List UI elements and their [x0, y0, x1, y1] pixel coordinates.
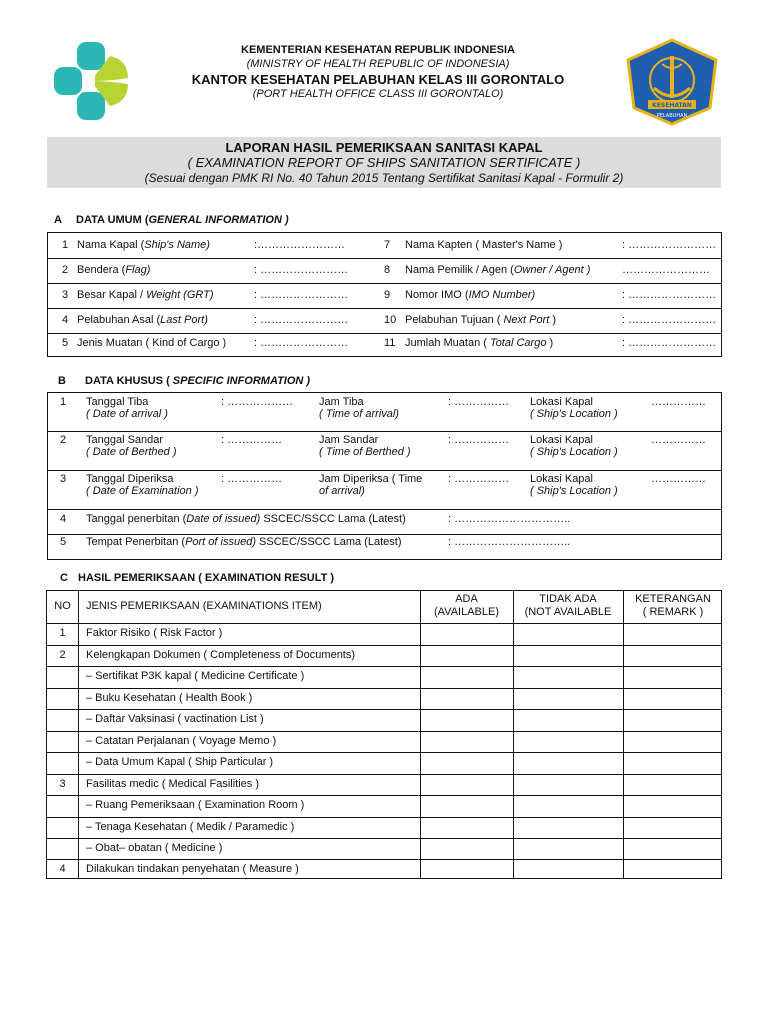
- row-divider: [47, 838, 721, 839]
- row-divider: [48, 509, 721, 510]
- field-value-placeholder[interactable]: : …………………………..: [448, 536, 571, 548]
- field-value-placeholder[interactable]: : ……………: [448, 473, 510, 485]
- row-number: 9: [384, 289, 391, 301]
- field-value-placeholder[interactable]: :……………………: [254, 239, 346, 251]
- row-number: 10: [384, 314, 397, 326]
- field-label: Jenis Muatan ( Kind of Cargo ): [77, 337, 227, 349]
- row-number: 4: [60, 513, 67, 525]
- field-label: Bendera (Flag): [77, 264, 151, 276]
- row-divider: [47, 817, 721, 818]
- field-label-en: ( Time of Berthed ): [319, 446, 411, 458]
- field-label: Tanggal penerbitan (Date of issued) SSCEC/SSCC Lama (Latest): [86, 513, 406, 525]
- table-row-item: – Sertifikat P3K kapal ( Medicine Certificate ): [86, 670, 305, 682]
- field-value-placeholder[interactable]: : ……………………: [622, 239, 717, 251]
- row-number: 4: [62, 314, 69, 326]
- column-divider: [513, 591, 514, 878]
- ministry-name: KEMENTERIAN KESEHATAN REPUBLIK INDONESIA: [241, 44, 515, 56]
- field-label: Jam Tiba: [319, 396, 364, 408]
- field-value-placeholder[interactable]: : ……………: [221, 434, 283, 446]
- row-divider: [48, 283, 721, 284]
- row-divider: [48, 534, 721, 535]
- column-divider: [420, 591, 421, 878]
- row-divider: [47, 645, 721, 646]
- row-number: 1: [62, 239, 69, 251]
- table-row-item: – Buku Kesehatan ( Health Book ): [86, 692, 253, 704]
- field-label-en: ( Time of arrival): [319, 408, 399, 420]
- emblem-text-bottom: PELABUHAN: [656, 113, 688, 119]
- table-row-number: 4: [59, 863, 66, 875]
- field-label-en: ( Ship's Location ): [530, 485, 618, 497]
- field-value-placeholder[interactable]: ……………: [651, 396, 706, 408]
- field-label: Tanggal Sandar: [86, 434, 164, 446]
- field-label-en: of arrival): [319, 485, 365, 497]
- section-a-letter: A: [54, 214, 62, 226]
- table-row-item: Dilakukan tindakan penyehatan ( Measure ): [86, 863, 299, 875]
- field-value-placeholder[interactable]: : ……………………: [254, 337, 349, 349]
- row-divider: [47, 752, 721, 753]
- field-value-placeholder[interactable]: : ……………………: [254, 289, 349, 301]
- row-divider: [47, 795, 721, 796]
- port-health-emblem-icon: [624, 38, 720, 126]
- row-divider: [47, 666, 721, 667]
- field-value-placeholder[interactable]: : ……………: [448, 396, 510, 408]
- field-label: Nama Kapal (Ship's Name): [77, 239, 210, 251]
- report-title: LAPORAN HASIL PEMERIKSAAN SANITASI KAPAL: [225, 140, 543, 155]
- table-row-item: – Catatan Perjalanan ( Voyage Memo ): [86, 735, 277, 747]
- table-row-number: 1: [59, 627, 66, 639]
- column-header-remark-en: ( REMARK ): [642, 606, 704, 618]
- row-number: 1: [60, 396, 67, 408]
- field-value-placeholder[interactable]: : ……………: [448, 434, 510, 446]
- field-label: Tempat Penerbitan (Port of issued) SSCEC/SSCC Lama (Latest): [86, 536, 402, 548]
- emblem-text-top: KESEHATAN: [652, 102, 692, 109]
- field-value-placeholder[interactable]: : ……………………: [622, 314, 717, 326]
- row-divider: [48, 333, 721, 334]
- row-divider: [47, 709, 721, 710]
- report-title-box: [47, 137, 721, 188]
- field-value-placeholder[interactable]: : ……………………: [254, 264, 349, 276]
- office-name: KANTOR KESEHATAN PELABUHAN KELAS III GORONTALO: [191, 72, 565, 87]
- row-number: 5: [62, 337, 69, 349]
- row-number: 2: [60, 434, 67, 446]
- field-label: Nama Pemilik / Agen (Owner / Agent ): [405, 264, 591, 276]
- section-a-title: DATA UMUM (GENERAL INFORMATION ): [76, 214, 289, 226]
- field-value-placeholder[interactable]: ……………: [651, 473, 706, 485]
- row-divider: [48, 258, 721, 259]
- field-label: Nama Kapten ( Master's Name ): [405, 239, 563, 251]
- field-value-placeholder[interactable]: : ……………………: [622, 337, 717, 349]
- column-divider: [623, 591, 624, 878]
- table-row-item: – Ruang Pemeriksaan ( Examination Room ): [86, 799, 305, 811]
- row-divider: [47, 859, 721, 860]
- row-divider: [47, 731, 721, 732]
- general-info-table: [47, 232, 722, 357]
- table-row-item: Faktor Risiko ( Risk Factor ): [86, 627, 223, 639]
- row-number: 2: [62, 264, 69, 276]
- office-name-en: (PORT HEALTH OFFICE CLASS III GORONTALO): [252, 88, 504, 100]
- examination-result-table: [46, 590, 722, 879]
- table-row-item: – Tenaga Kesehatan ( Medik / Paramedic ): [86, 821, 295, 833]
- field-label: Nomor IMO (IMO Number): [405, 289, 536, 301]
- field-label-en: ( Ship's Location ): [530, 446, 618, 458]
- field-label: Tanggal Diperiksa: [86, 473, 174, 485]
- kemenkes-logo-icon: [50, 40, 132, 122]
- field-label: Jam Diperiksa ( Time: [319, 473, 423, 485]
- row-number: 8: [384, 264, 391, 276]
- column-header-remark: KETERANGAN: [635, 593, 711, 605]
- column-header-item: JENIS PEMERIKSAAN (EXAMINATIONS ITEM): [86, 600, 322, 612]
- specific-info-table: [47, 392, 722, 560]
- field-label: Pelabuhan Asal (Last Port): [77, 314, 208, 326]
- column-divider: [78, 591, 79, 878]
- column-header-available-en: (AVAILABLE): [433, 606, 499, 618]
- section-b-title: DATA KHUSUS ( SPECIFIC INFORMATION ): [85, 375, 311, 387]
- field-label-en: ( Date of Examination ): [86, 485, 199, 497]
- table-row-number: 3: [59, 778, 66, 790]
- table-row-number: 2: [59, 649, 66, 661]
- row-divider: [48, 308, 721, 309]
- field-label-en: ( Ship's Location ): [530, 408, 618, 420]
- row-number: 3: [62, 289, 69, 301]
- field-label: Jumlah Muatan ( Total Cargo ): [405, 337, 554, 349]
- field-value-placeholder[interactable]: : ……………………: [622, 289, 717, 301]
- section-b-letter: B: [58, 375, 66, 387]
- column-header-available: ADA: [455, 593, 478, 605]
- row-divider: [48, 431, 721, 432]
- row-divider: [47, 774, 721, 775]
- report-reference: (Sesuai dengan PMK RI No. 40 Tahun 2015 Tentang Sertifikat Sanitasi Kapal - Formulir 2): [144, 171, 624, 185]
- row-divider: [47, 623, 721, 624]
- section-c-letter: C: [60, 572, 68, 584]
- report-title-en: ( EXAMINATION REPORT OF SHIPS SANITATION SERTIFICATE ): [187, 155, 581, 170]
- column-header-not-available-en: (NOT AVAILABLE: [524, 606, 612, 618]
- column-header-not-available: TIDAK ADA: [539, 593, 597, 605]
- field-label: Tanggal Tiba: [86, 396, 149, 408]
- field-label: Jam Sandar: [319, 434, 379, 446]
- table-row-item: Fasilitas medic ( Medical Fasilities ): [86, 778, 259, 790]
- field-label: Lokasi Kapal: [530, 434, 593, 446]
- field-value-placeholder[interactable]: : …………………………..: [448, 513, 571, 525]
- field-label: Pelabuhan Tujuan ( Next Port ): [405, 314, 557, 326]
- field-value-placeholder[interactable]: ……………………: [622, 264, 710, 276]
- row-number: 5: [60, 536, 67, 548]
- field-value-placeholder[interactable]: : ………………: [221, 396, 294, 408]
- section-c-title: HASIL PEMERIKSAAN ( EXAMINATION RESULT ): [78, 572, 335, 584]
- field-value-placeholder[interactable]: ……………: [651, 434, 706, 446]
- field-value-placeholder[interactable]: : ……………: [221, 473, 283, 485]
- table-row-item: – Daftar Vaksinasi ( vactination List ): [86, 713, 264, 725]
- table-row-item: – Data Umum Kapal ( Ship Particular ): [86, 756, 274, 768]
- field-label: Lokasi Kapal: [530, 396, 593, 408]
- field-value-placeholder[interactable]: : ……………………: [254, 314, 349, 326]
- table-row-item: – Obat– obatan ( Medicine ): [86, 842, 223, 854]
- ministry-name-en: (MINISTRY OF HEALTH REPUBLIC OF INDONESIA): [246, 58, 510, 70]
- row-number: 11: [384, 337, 396, 349]
- field-label: Lokasi Kapal: [530, 473, 593, 485]
- row-divider: [48, 470, 721, 471]
- field-label-en: ( Date of Berthed ): [86, 446, 177, 458]
- row-divider: [47, 688, 721, 689]
- row-number: 3: [60, 473, 67, 485]
- field-label-en: ( Date of arrival ): [86, 408, 168, 420]
- field-label: Besar Kapal / Weight (GRT): [77, 289, 214, 301]
- row-number: 7: [384, 239, 391, 251]
- column-header-no: NO: [54, 600, 71, 612]
- table-row-item: Kelengkapan Dokumen ( Completeness of Documents): [86, 649, 356, 661]
